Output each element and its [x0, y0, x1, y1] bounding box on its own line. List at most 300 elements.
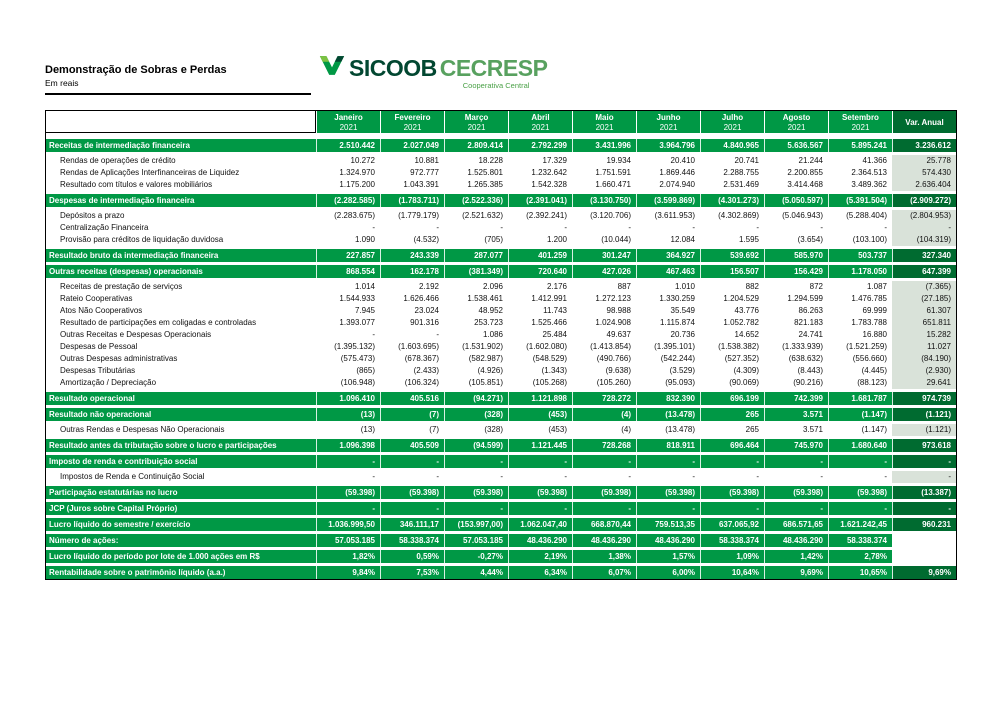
column-header-month: Julho	[721, 112, 744, 122]
value-cell: 3.964.796	[636, 139, 700, 152]
value-cell: (4)	[621, 425, 631, 434]
value-cell: 1.538.461	[467, 294, 503, 303]
value-cell: (3.611.953)	[654, 211, 695, 220]
value-cell: 301.247	[572, 249, 636, 262]
value-cell: 7.945	[354, 306, 375, 315]
value-cell: (5.046.943)	[782, 211, 823, 220]
var-anual-cell	[892, 534, 956, 547]
value-cell: 728.272	[572, 392, 636, 405]
value-cell: (59.398)	[828, 486, 892, 499]
value-cell: 882	[745, 282, 759, 291]
detail-row	[46, 293, 956, 305]
value-cell: -	[692, 472, 695, 481]
value-cell: (4.301.273)	[700, 194, 764, 207]
detail-row	[46, 234, 956, 246]
value-cell: 35.549	[670, 306, 695, 315]
value-cell: 48.436.290	[636, 534, 700, 547]
var-anual-cell: 15.282	[892, 329, 956, 341]
value-cell: 3.571	[802, 425, 823, 434]
value-cell: (678.367)	[404, 354, 439, 363]
value-cell: -	[500, 472, 503, 481]
value-cell: 253.723	[474, 318, 503, 327]
value-cell: (381.349)	[444, 265, 508, 278]
value-cell: 2.792.299	[508, 139, 572, 152]
value-cell: (105.268)	[532, 378, 567, 387]
value-cell: 1.115.874	[660, 318, 695, 327]
value-cell: 686.571,65	[764, 518, 828, 531]
section-row	[46, 502, 956, 515]
row-label: Despesas de Pessoal	[60, 342, 138, 351]
value-cell: 2.027.049	[380, 139, 444, 152]
var-anual-cell: 29.641	[892, 377, 956, 389]
value-cell: 265	[700, 408, 764, 421]
value-cell: 58.338.374	[828, 534, 892, 547]
value-cell: 728.268	[572, 439, 636, 452]
value-cell: 1.010	[674, 282, 695, 291]
value-cell: 6,07%	[572, 566, 636, 579]
row-label: Receitas de prestação de serviços	[60, 282, 183, 291]
value-cell: 401.259	[508, 249, 572, 262]
value-cell: (582.987)	[468, 354, 503, 363]
var-anual-cell: (104.319)	[892, 234, 956, 246]
column-header-year: 2021	[531, 122, 550, 132]
row-label: Participação estatutárias no lucro	[46, 486, 316, 499]
value-cell: (453)	[508, 408, 572, 421]
value-cell: 162.178	[380, 265, 444, 278]
value-cell: -	[764, 502, 828, 515]
detail-row	[46, 471, 956, 483]
value-cell: -	[884, 223, 887, 232]
value-cell: (1.147)	[861, 425, 887, 434]
value-cell: 48.436.290	[572, 534, 636, 547]
var-anual-cell: 25.778	[892, 155, 956, 167]
value-cell: 14.652	[734, 330, 759, 339]
value-cell: -	[316, 455, 380, 468]
value-cell: 1.626.466	[403, 294, 439, 303]
value-cell: 20.741	[734, 156, 759, 165]
detail-row	[46, 341, 956, 353]
column-header-year: 2021	[659, 122, 678, 132]
var-anual-cell: (1.121)	[892, 424, 956, 436]
row-label: Provisão para créditos de liquidação duvidosa	[60, 235, 224, 244]
value-cell: (1.783.711)	[380, 194, 444, 207]
section-row	[46, 265, 956, 278]
section-row	[46, 534, 956, 547]
var-anual-cell: 974.739	[892, 392, 956, 405]
row-label: Outras Rendas e Despesas Não Operacionais	[60, 425, 225, 434]
value-cell: (1.333.939)	[782, 342, 823, 351]
column-header-month: Junho	[656, 112, 681, 122]
value-cell: 3.414.468	[787, 180, 823, 189]
value-cell: -	[372, 223, 375, 232]
value-cell: (1.531.902)	[462, 342, 503, 351]
value-cell: 427.026	[572, 265, 636, 278]
var-anual-cell: 3.236.612	[892, 139, 956, 152]
logo-tagline: Cooperativa Central	[462, 81, 530, 90]
value-cell: 2.200.855	[787, 168, 823, 177]
var-anual-cell: (2.909.272)	[892, 194, 956, 207]
table-header-row	[46, 111, 956, 133]
section-row	[46, 566, 956, 579]
value-cell: -	[756, 223, 759, 232]
value-cell: -	[628, 472, 631, 481]
column-header	[508, 111, 572, 133]
value-cell: (1.343)	[541, 366, 567, 375]
value-cell: 3.571	[764, 408, 828, 421]
detail-row	[46, 317, 956, 329]
value-cell: 2.510.442	[316, 139, 380, 152]
row-label: Outras Receitas e Despesas Operacionais	[60, 330, 212, 339]
value-cell: 1.595	[738, 235, 759, 244]
value-cell: 20.410	[670, 156, 695, 165]
value-cell: (59.398)	[636, 486, 700, 499]
value-cell: 1.525.466	[531, 318, 567, 327]
value-cell: (59.398)	[764, 486, 828, 499]
value-cell: 69.999	[862, 306, 887, 315]
value-cell: (328)	[484, 425, 503, 434]
value-cell: 12.084	[670, 235, 695, 244]
column-header	[636, 111, 700, 133]
document-title: Demonstração de Sobras e Perdas	[45, 64, 227, 76]
var-anual-cell: 973.618	[892, 439, 956, 452]
value-cell: (59.398)	[380, 486, 444, 499]
section-row	[46, 455, 956, 468]
value-cell: 1.175.200	[339, 180, 375, 189]
column-header-year: 2021	[723, 122, 742, 132]
value-cell: 10,64%	[700, 566, 764, 579]
row-label: Impostos de Renda e Continuição Social	[60, 472, 205, 481]
value-cell: 98.988	[606, 306, 631, 315]
value-cell: 972.777	[410, 168, 439, 177]
document-subtitle: Em reais	[45, 78, 79, 88]
value-cell: 1.660.471	[595, 180, 631, 189]
value-cell: 2.531.469	[723, 180, 759, 189]
value-cell: 0,59%	[380, 550, 444, 563]
value-cell: (59.398)	[316, 486, 380, 499]
value-cell: 1.324.970	[339, 168, 375, 177]
title-block	[45, 64, 311, 95]
column-header	[828, 111, 892, 133]
value-cell: (1.147)	[828, 408, 892, 421]
value-cell: -	[372, 472, 375, 481]
value-cell: -	[380, 502, 444, 515]
value-cell: (1.413.854)	[590, 342, 631, 351]
value-cell: 1.294.599	[787, 294, 823, 303]
value-cell: (2.433)	[413, 366, 439, 375]
value-cell: (575.473)	[340, 354, 375, 363]
value-cell: 1,57%	[636, 550, 700, 563]
value-cell: 58.338.374	[700, 534, 764, 547]
value-cell: -	[884, 472, 887, 481]
value-cell: (5.391.504)	[828, 194, 892, 207]
detail-row	[46, 281, 956, 293]
row-label: Atos Não Cooperativos	[60, 306, 143, 315]
value-cell: 57.053.185	[316, 534, 380, 547]
value-cell: (3.120.706)	[590, 211, 631, 220]
value-cell: (2.282.585)	[316, 194, 380, 207]
value-cell: 18.228	[478, 156, 503, 165]
value-cell: (2.521.632)	[462, 211, 503, 220]
value-cell: 4,44%	[444, 566, 508, 579]
column-header-year: 2021	[595, 122, 614, 132]
value-cell: (8.443)	[797, 366, 823, 375]
value-cell: 1.265.385	[467, 180, 503, 189]
value-cell: 7,53%	[380, 566, 444, 579]
value-cell: -	[692, 223, 695, 232]
value-cell: 48.952	[478, 306, 503, 315]
value-cell: 503.737	[828, 249, 892, 262]
value-cell: 585.970	[764, 249, 828, 262]
value-cell: 1.680.640	[828, 439, 892, 452]
value-cell: (4)	[572, 408, 636, 421]
section-row	[46, 439, 956, 452]
detail-row	[46, 210, 956, 222]
value-cell: -	[700, 502, 764, 515]
value-cell: 1.393.077	[339, 318, 375, 327]
value-cell: (7)	[380, 408, 444, 421]
section-row	[46, 139, 956, 152]
row-label: Receitas de intermediação financeira	[46, 139, 316, 152]
row-label: Lucro líquido do semestre / exercício	[46, 518, 316, 531]
value-cell: (548.529)	[532, 354, 567, 363]
var-anual-cell: -	[892, 455, 956, 468]
value-cell: 1.204.529	[723, 294, 759, 303]
value-cell: 1.121.445	[508, 439, 572, 452]
detail-row	[46, 222, 956, 234]
column-header	[444, 111, 508, 133]
value-cell: 1.096.410	[316, 392, 380, 405]
var-anual-cell: -	[892, 502, 956, 515]
value-cell: 872	[809, 282, 823, 291]
value-cell: -	[380, 455, 444, 468]
var-anual-cell: (84.190)	[892, 353, 956, 365]
value-cell: 25.484	[542, 330, 567, 339]
value-cell: 868.554	[316, 265, 380, 278]
value-cell: (1.395.132)	[334, 342, 375, 351]
value-cell: 10.272	[350, 156, 375, 165]
value-cell: (10.044)	[601, 235, 631, 244]
value-cell: 1,38%	[572, 550, 636, 563]
var-anual-cell: 960.231	[892, 518, 956, 531]
value-cell: -	[564, 223, 567, 232]
value-cell: -	[636, 455, 700, 468]
column-header-year: 2021	[787, 122, 806, 132]
value-cell: (103.100)	[852, 235, 887, 244]
detail-row	[46, 329, 956, 341]
detail-row	[46, 365, 956, 377]
value-cell: (88.123)	[857, 378, 887, 387]
detail-row	[46, 305, 956, 317]
sicoob-v-icon	[318, 54, 346, 82]
value-cell: 1.751.591	[595, 168, 631, 177]
column-header-var-anual: Var. Anual	[892, 111, 956, 133]
value-cell: -	[564, 472, 567, 481]
value-cell: 696.199	[700, 392, 764, 405]
row-label: Resultado de participações em coligadas e controladas	[60, 318, 257, 327]
section-row	[46, 392, 956, 405]
value-cell: 24.741	[798, 330, 823, 339]
var-anual-cell: 574.430	[892, 167, 956, 179]
row-label: Imposto de renda e contribuição social	[46, 455, 316, 468]
value-cell: (542.244)	[660, 354, 695, 363]
value-cell: (4.309)	[733, 366, 759, 375]
section-row	[46, 550, 956, 563]
value-cell: 821.183	[794, 318, 823, 327]
value-cell: (490.766)	[596, 354, 631, 363]
value-cell: 1.525.801	[467, 168, 503, 177]
value-cell: (865)	[356, 366, 375, 375]
column-header	[572, 111, 636, 133]
value-cell: 2,78%	[828, 550, 892, 563]
value-cell: 10.881	[414, 156, 439, 165]
value-cell: -	[436, 472, 439, 481]
column-header-month: Agosto	[782, 112, 811, 122]
section-row	[46, 249, 956, 262]
value-cell: 20.736	[670, 330, 695, 339]
value-cell: -	[572, 502, 636, 515]
row-label: Rentabilidade sobre o patrimônio líquido (a.a.)	[46, 566, 316, 579]
value-cell: -	[436, 223, 439, 232]
value-cell: 1.681.787	[828, 392, 892, 405]
value-cell: 3.489.362	[851, 180, 887, 189]
value-cell: 1.052.782	[723, 318, 759, 327]
value-cell: (556.660)	[852, 354, 887, 363]
value-cell: 1,42%	[764, 550, 828, 563]
value-cell: 265	[745, 425, 759, 434]
var-anual-cell: (2.930)	[892, 365, 956, 377]
value-cell: (95.093)	[665, 378, 695, 387]
value-cell: (4.302.869)	[718, 211, 759, 220]
value-cell: (2.522.336)	[444, 194, 508, 207]
value-cell: 41.366	[862, 156, 887, 165]
section-row	[46, 408, 956, 421]
value-cell: 1.544.933	[339, 294, 375, 303]
value-cell: (527.352)	[724, 354, 759, 363]
value-cell: 1.062.047,40	[508, 518, 572, 531]
value-cell: (5.050.597)	[764, 194, 828, 207]
value-cell: 57.053.185	[444, 534, 508, 547]
value-cell: (1.779.179)	[398, 211, 439, 220]
value-cell: -0,27%	[444, 550, 508, 563]
var-anual-cell: (7.365)	[892, 281, 956, 293]
value-cell: (9.638)	[605, 366, 631, 375]
detail-row	[46, 353, 956, 365]
row-label: Centralização Financeira	[60, 223, 149, 232]
value-cell: -	[828, 455, 892, 468]
value-cell: -	[756, 472, 759, 481]
value-cell: 832.390	[636, 392, 700, 405]
value-cell: 1.121.898	[508, 392, 572, 405]
row-label: Número de ações:	[46, 534, 316, 547]
value-cell: 156.429	[764, 265, 828, 278]
detail-row	[46, 377, 956, 389]
value-cell: -	[444, 455, 508, 468]
value-cell: (1.603.695)	[398, 342, 439, 351]
value-cell: (328)	[444, 408, 508, 421]
value-cell: 3.431.996	[572, 139, 636, 152]
row-label: Despesas de intermediação financeira	[46, 194, 316, 207]
value-cell: 2.288.755	[723, 168, 759, 177]
value-cell: (3.529)	[669, 366, 695, 375]
value-cell: 2.809.414	[444, 139, 508, 152]
value-cell: (90.069)	[729, 378, 759, 387]
row-label: Resultado não operacional	[46, 408, 316, 421]
value-cell: 1.476.785	[851, 294, 887, 303]
value-cell: -	[444, 502, 508, 515]
value-cell: -	[764, 455, 828, 468]
value-cell: -	[508, 455, 572, 468]
value-cell: 1.330.259	[659, 294, 695, 303]
row-label: Resultado bruto da intermediação financeira	[46, 249, 316, 262]
value-cell: 1.542.328	[531, 180, 567, 189]
value-cell: 2.176	[546, 282, 567, 291]
value-cell: 901.316	[410, 318, 439, 327]
var-anual-cell: 2.636.404	[892, 179, 956, 191]
detail-row	[46, 167, 956, 179]
value-cell: 16.880	[862, 330, 887, 339]
value-cell: (13)	[360, 425, 375, 434]
value-cell: 1.036.999,50	[316, 518, 380, 531]
value-cell: -	[636, 502, 700, 515]
value-cell: 1.232.642	[531, 168, 567, 177]
value-cell: -	[436, 330, 439, 339]
row-label: Resultado com títulos e valores mobiliários	[60, 180, 213, 189]
value-cell: 2,19%	[508, 550, 572, 563]
value-cell: 49.637	[606, 330, 631, 339]
value-cell: (2.391.041)	[508, 194, 572, 207]
value-cell: 759.513,35	[636, 518, 700, 531]
var-anual-cell: (13.387)	[892, 486, 956, 499]
value-cell: 48.436.290	[508, 534, 572, 547]
value-cell: 227.857	[316, 249, 380, 262]
column-header-month: Abril	[531, 112, 550, 122]
value-cell: 19.934	[606, 156, 631, 165]
value-cell: -	[508, 502, 572, 515]
value-cell: (94.271)	[444, 392, 508, 405]
value-cell: -	[820, 223, 823, 232]
value-cell: 1.621.242,45	[828, 518, 892, 531]
value-cell: 11.743	[543, 306, 567, 315]
value-cell: -	[700, 455, 764, 468]
value-cell: (4.532)	[413, 235, 439, 244]
column-header-year: 2021	[339, 122, 358, 132]
value-cell: 6,00%	[636, 566, 700, 579]
value-cell: 742.399	[764, 392, 828, 405]
value-cell: (638.632)	[788, 354, 823, 363]
value-cell: 887	[617, 282, 631, 291]
column-header-year: 2021	[467, 122, 486, 132]
logo-brand-secondary: CECRESP	[439, 54, 548, 81]
value-cell: -	[372, 330, 375, 339]
value-cell: 10,65%	[828, 566, 892, 579]
value-cell: -	[828, 502, 892, 515]
value-cell: 1.014	[354, 282, 375, 291]
value-cell: (2.283.675)	[334, 211, 375, 220]
column-header	[764, 111, 828, 133]
column-header	[316, 111, 380, 133]
value-cell: (7)	[429, 425, 439, 434]
value-cell: 745.970	[764, 439, 828, 452]
value-cell: (59.398)	[572, 486, 636, 499]
value-cell: 9,69%	[764, 566, 828, 579]
value-cell: (13.478)	[665, 425, 695, 434]
value-cell: (1.602.080)	[526, 342, 567, 351]
value-cell: (5.288.404)	[846, 211, 887, 220]
row-label: Despesas Tributárias	[60, 366, 136, 375]
value-cell: (105.851)	[468, 378, 503, 387]
column-header-month: Janeiro	[334, 112, 363, 122]
value-cell: 1.869.446	[659, 168, 695, 177]
